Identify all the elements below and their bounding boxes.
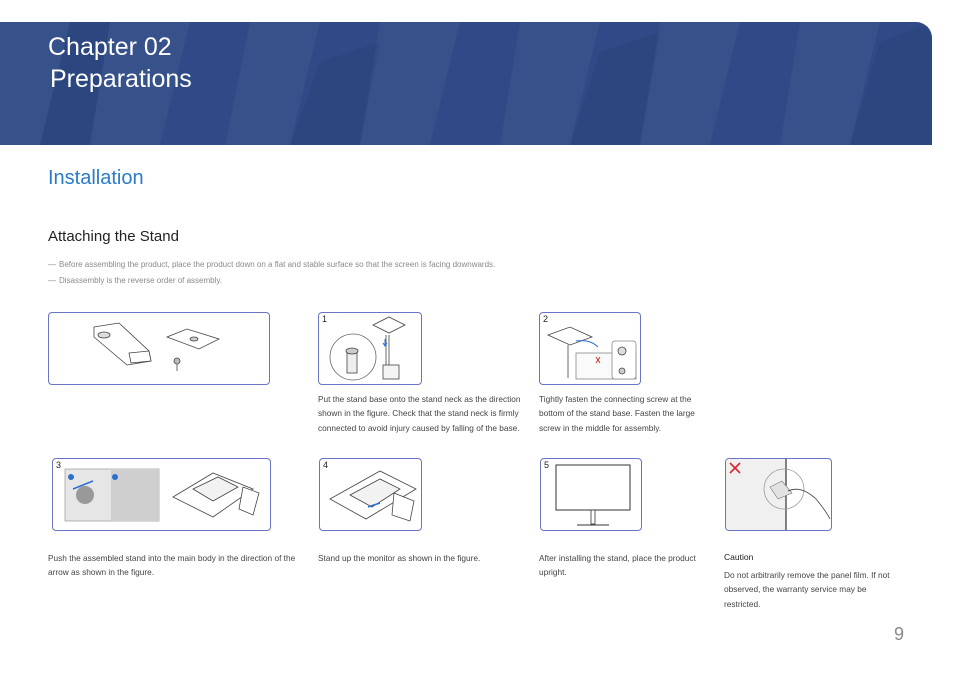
subsection-title: Attaching the Stand	[48, 228, 179, 245]
step-caption: Tightly fasten the connecting screw at the bottom of the stand base. Fasten the large screw in the middle for assembly.	[539, 394, 695, 433]
step-3-illustration	[53, 459, 270, 530]
stand-parts-illustration	[49, 313, 269, 384]
note-item	[48, 276, 222, 286]
parts-figure	[48, 312, 270, 385]
step-caption: Stand up the monitor as shown in the figure.	[318, 553, 481, 563]
chapter-number: Chapter 02	[48, 33, 172, 61]
chapter-banner	[0, 22, 932, 145]
page-number: 9	[894, 624, 905, 644]
step-number: 1	[322, 314, 328, 324]
step-2-illustration	[540, 313, 640, 384]
step-number: 2	[543, 314, 549, 324]
section-title: Installation	[48, 167, 144, 189]
note-dash: ―	[48, 260, 56, 269]
step-caption: After installing the stand, place the product upright.	[539, 553, 696, 578]
note-text: Disassembly is the reverse order of assembly.	[59, 276, 223, 285]
step-caption: Put the stand base onto the stand neck as the direction shown in the figure. Check that the stand neck is firmly connected to avoid injury caused by falling of the base.	[318, 394, 521, 433]
step-figure-4	[319, 458, 422, 531]
note-item	[48, 260, 495, 270]
step-number: 3	[56, 460, 62, 470]
step-4-illustration	[320, 459, 421, 530]
step-number: 5	[544, 460, 550, 470]
chapter-title: Preparations	[50, 65, 192, 93]
step-1-illustration	[319, 313, 421, 384]
step-figure-5	[540, 458, 642, 531]
caution-figure	[725, 458, 832, 531]
note-dash: ―	[48, 276, 56, 285]
step-figure-3	[52, 458, 271, 531]
step-5-illustration	[541, 459, 641, 530]
step-caption: Push the assembled stand into the main body in the direction of the arrow as shown in the figure.	[48, 553, 296, 578]
note-text: Before assembling the product, place the product down on a flat and stable surface so that the screen is facing downwards.	[59, 260, 496, 269]
step-number: 4	[323, 460, 329, 470]
step-figure-2	[539, 312, 641, 385]
caution-title: Caution	[724, 552, 754, 562]
caution-text: Do not arbitrarily remove the panel film. If not observed, the warranty service may be restricted.	[724, 570, 890, 609]
step-figure-1	[318, 312, 422, 385]
panel-film-illustration	[726, 459, 831, 530]
